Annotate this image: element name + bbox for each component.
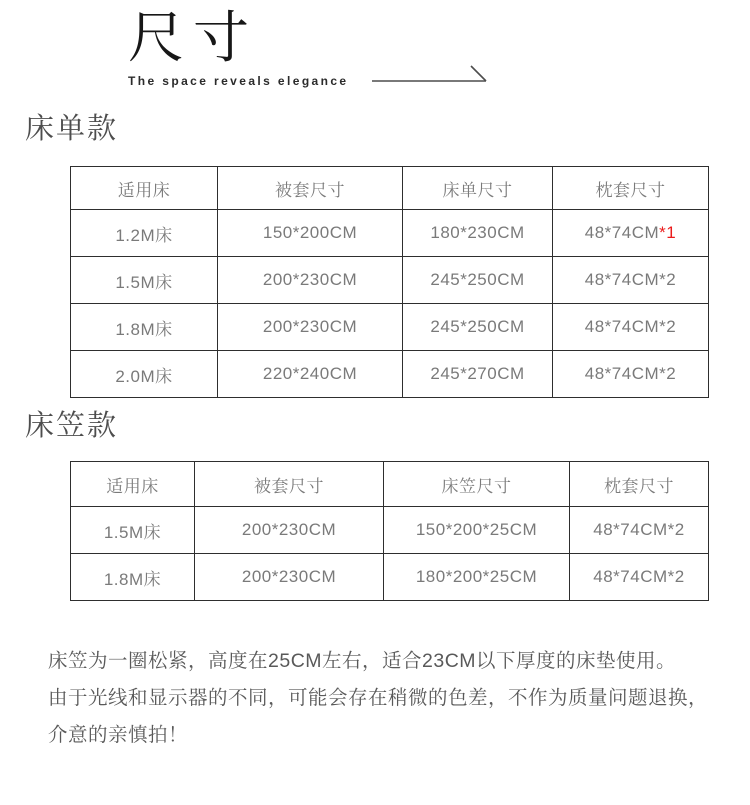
pillow-count: *2 bbox=[659, 364, 677, 383]
pillow-count: *2 bbox=[667, 520, 685, 539]
table-cell bbox=[553, 257, 709, 304]
section-heading-sheet: 床单款 bbox=[25, 113, 119, 145]
column-header: 床单尺寸 bbox=[403, 167, 553, 210]
table-cell: 1.5M床 bbox=[71, 257, 218, 304]
pillow-count: *2 bbox=[659, 317, 677, 336]
table-cell bbox=[553, 304, 709, 351]
table-cell: 1.2M床 bbox=[71, 210, 218, 257]
table-cell: 180*230CM bbox=[403, 210, 553, 257]
table-cell: 245*250CM bbox=[403, 304, 553, 351]
table-row bbox=[71, 304, 709, 351]
table-cell: 200*230CM bbox=[195, 507, 384, 554]
column-header: 枕套尺寸 bbox=[553, 167, 709, 210]
pillow-size: 48*74CM bbox=[584, 364, 660, 383]
pillow-count: *2 bbox=[667, 567, 685, 586]
pillow-size: 48*74CM bbox=[584, 317, 660, 336]
table-cell bbox=[570, 554, 709, 601]
page-title: 尺寸 bbox=[128, 6, 258, 69]
table-cell: 200*230CM bbox=[218, 304, 403, 351]
table-cell: 1.8M床 bbox=[71, 304, 218, 351]
table-cell: 220*240CM bbox=[218, 351, 403, 398]
note-line: 由于光线和显示器的不同，可能会存在稍微的色差，不作为质量问题退换， bbox=[48, 687, 709, 709]
table-cell: 1.5M床 bbox=[71, 507, 195, 554]
column-header: 床笠尺寸 bbox=[384, 462, 570, 507]
table-row bbox=[71, 351, 709, 398]
logo-block bbox=[128, 4, 349, 88]
column-header: 被套尺寸 bbox=[195, 462, 384, 507]
pillow-size: 48*74CM bbox=[584, 223, 660, 242]
table-cell bbox=[570, 507, 709, 554]
pillow-count-highlight: *1 bbox=[659, 223, 677, 242]
table-cell: 150*200CM bbox=[218, 210, 403, 257]
note-line: 床笠为一圈松紧，高度在25CM左右，适合23CM以下厚度的床垫使用。 bbox=[48, 650, 677, 672]
pillow-size: 48*74CM bbox=[593, 520, 668, 539]
page-subtitle: The space reveals elegance bbox=[128, 74, 349, 88]
arrow-line-icon bbox=[370, 62, 490, 86]
table-cell: 245*270CM bbox=[403, 351, 553, 398]
table-cell bbox=[553, 210, 709, 257]
table-header-row bbox=[71, 167, 709, 210]
column-header: 枕套尺寸 bbox=[570, 462, 709, 507]
table-cell: 1.8M床 bbox=[71, 554, 195, 601]
table-cell: 2.0M床 bbox=[71, 351, 218, 398]
pillow-size: 48*74CM bbox=[584, 270, 660, 289]
table-cell: 180*200*25CM bbox=[384, 554, 570, 601]
sheet-size-table bbox=[70, 166, 709, 398]
pillow-count: *2 bbox=[659, 270, 677, 289]
table-cell: 150*200*25CM bbox=[384, 507, 570, 554]
fitted-size-table bbox=[70, 461, 709, 601]
pillow-size: 48*74CM bbox=[593, 567, 668, 586]
section-heading-fitted: 床笠款 bbox=[25, 410, 119, 442]
footnotes bbox=[48, 643, 718, 754]
column-header: 被套尺寸 bbox=[218, 167, 403, 210]
table-row bbox=[71, 554, 709, 601]
table-row bbox=[71, 257, 709, 304]
table-cell: 245*250CM bbox=[403, 257, 553, 304]
column-header: 适用床 bbox=[71, 167, 218, 210]
table-cell: 200*230CM bbox=[218, 257, 403, 304]
table-header-row bbox=[71, 462, 709, 507]
column-header: 适用床 bbox=[71, 462, 195, 507]
table-cell bbox=[553, 351, 709, 398]
table-row bbox=[71, 507, 709, 554]
table-cell: 200*230CM bbox=[195, 554, 384, 601]
note-line: 介意的亲慎拍！ bbox=[48, 724, 189, 746]
table-row bbox=[71, 210, 709, 257]
